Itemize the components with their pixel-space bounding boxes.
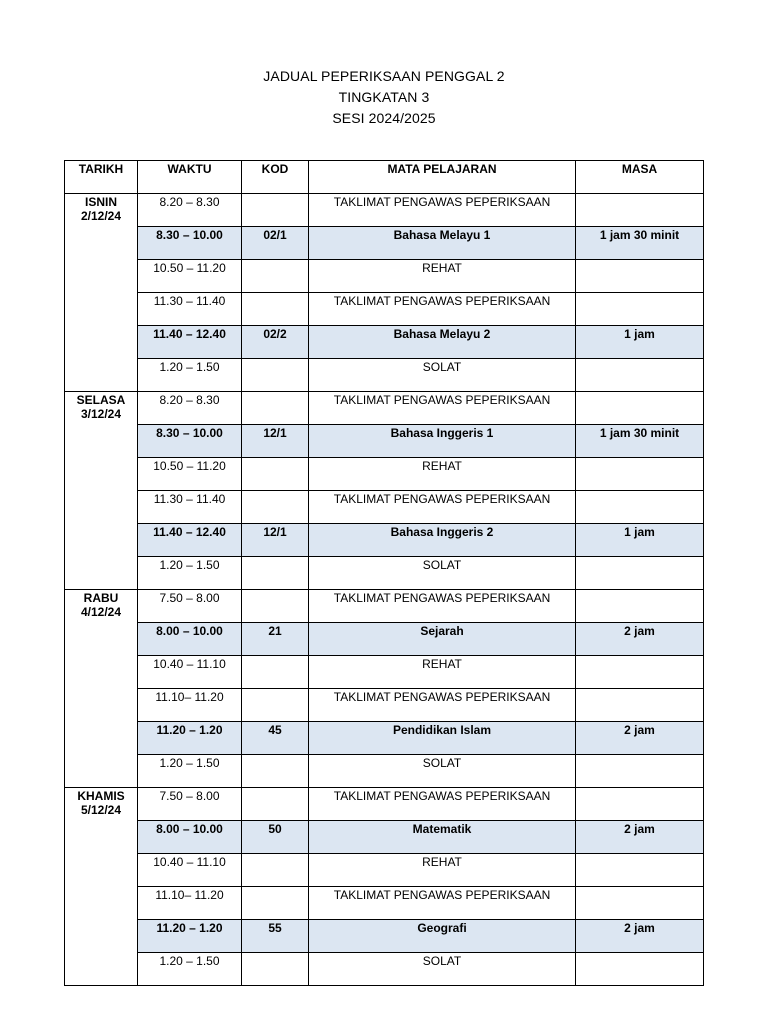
waktu-cell: 11.30 – 11.40 [138, 491, 242, 524]
table-row [65, 260, 704, 293]
kod-cell [242, 656, 309, 689]
waktu-cell: 8.30 – 10.00 [138, 425, 242, 458]
table-row [65, 623, 704, 656]
kod-cell [242, 689, 309, 722]
kod-cell [242, 590, 309, 623]
subject-cell: Sejarah [309, 623, 576, 656]
masa-cell: 2 jam [576, 920, 704, 953]
day-date: 2/12/24 [80, 209, 122, 223]
table-row [65, 854, 704, 887]
day-date: 4/12/24 [80, 605, 122, 619]
kod-cell [242, 953, 309, 986]
waktu-cell: 11.40 – 12.40 [138, 326, 242, 359]
title-line-1: JADUAL PEPERIKSAAN PENGGAL 2 [263, 68, 505, 84]
kod-cell: 02/2 [242, 326, 309, 359]
masa-cell: 2 jam [576, 821, 704, 854]
title-line-3: SESI 2024/2025 [332, 110, 436, 126]
waktu-cell: 10.50 – 11.20 [138, 260, 242, 293]
subject-cell: Bahasa Melayu 2 [309, 326, 576, 359]
waktu-cell: 8.00 – 10.00 [138, 623, 242, 656]
subject-cell: TAKLIMAT PENGAWAS PEPERIKSAAN [309, 788, 576, 821]
waktu-cell: 11.20 – 1.20 [138, 722, 242, 755]
subject-cell: Bahasa Inggeris 2 [309, 524, 576, 557]
table-row [65, 293, 704, 326]
table-row [65, 491, 704, 524]
waktu-cell: 11.40 – 12.40 [138, 524, 242, 557]
exam-schedule-table [64, 160, 704, 986]
waktu-cell: 10.40 – 11.10 [138, 656, 242, 689]
subject-cell: SOLAT [309, 359, 576, 392]
masa-cell [576, 359, 704, 392]
masa-cell [576, 854, 704, 887]
kod-cell [242, 260, 309, 293]
kod-cell: 12/1 [242, 524, 309, 557]
masa-cell: 2 jam [576, 722, 704, 755]
header-tarikh: TARIKH [65, 161, 138, 194]
subject-cell: REHAT [309, 854, 576, 887]
document-title [0, 66, 768, 129]
kod-cell [242, 887, 309, 920]
table-row [65, 821, 704, 854]
day-name: KHAMIS [77, 789, 125, 803]
subject-cell: TAKLIMAT PENGAWAS PEPERIKSAAN [309, 491, 576, 524]
table-row [65, 227, 704, 260]
subject-cell: Geografi [309, 920, 576, 953]
subject-cell: TAKLIMAT PENGAWAS PEPERIKSAAN [309, 293, 576, 326]
day-date: 3/12/24 [80, 407, 122, 421]
day-name: ISNIN [84, 195, 117, 209]
waktu-cell: 1.20 – 1.50 [138, 755, 242, 788]
kod-cell [242, 557, 309, 590]
kod-cell: 45 [242, 722, 309, 755]
waktu-cell: 8.30 – 10.00 [138, 227, 242, 260]
subject-cell: Pendidikan Islam [309, 722, 576, 755]
day-cell [65, 590, 138, 788]
masa-cell [576, 458, 704, 491]
table-row [65, 656, 704, 689]
masa-cell [576, 260, 704, 293]
table-row [65, 788, 704, 821]
title-line-2: TINGKATAN 3 [338, 89, 430, 105]
masa-cell [576, 392, 704, 425]
table-row [65, 392, 704, 425]
table-row [65, 953, 704, 986]
masa-cell [576, 557, 704, 590]
header-row [65, 161, 704, 194]
day-name: SELASA [76, 393, 126, 407]
waktu-cell: 1.20 – 1.50 [138, 557, 242, 590]
table-row [65, 887, 704, 920]
masa-cell [576, 788, 704, 821]
table-row [65, 689, 704, 722]
day-cell [65, 194, 138, 392]
kod-cell [242, 293, 309, 326]
kod-cell: 02/1 [242, 227, 309, 260]
table-row [65, 326, 704, 359]
waktu-cell: 1.20 – 1.50 [138, 953, 242, 986]
subject-cell: SOLAT [309, 953, 576, 986]
header-mata-pelajaran: MATA PELAJARAN [309, 161, 576, 194]
table-row [65, 722, 704, 755]
table-row [65, 590, 704, 623]
day-date: 5/12/24 [80, 803, 122, 817]
waktu-cell: 8.00 – 10.00 [138, 821, 242, 854]
table-row [65, 755, 704, 788]
subject-cell: SOLAT [309, 755, 576, 788]
header-masa: MASA [576, 161, 704, 194]
kod-cell [242, 491, 309, 524]
subject-cell: TAKLIMAT PENGAWAS PEPERIKSAAN [309, 392, 576, 425]
kod-cell: 55 [242, 920, 309, 953]
subject-cell: TAKLIMAT PENGAWAS PEPERIKSAAN [309, 689, 576, 722]
waktu-cell: 1.20 – 1.50 [138, 359, 242, 392]
table-row [65, 359, 704, 392]
table-row [65, 194, 704, 227]
waktu-cell: 11.10– 11.20 [138, 887, 242, 920]
kod-cell [242, 194, 309, 227]
table-row [65, 557, 704, 590]
subject-cell: REHAT [309, 458, 576, 491]
subject-cell: Bahasa Inggeris 1 [309, 425, 576, 458]
subject-cell: TAKLIMAT PENGAWAS PEPERIKSAAN [309, 887, 576, 920]
masa-cell: 1 jam 30 minit [576, 227, 704, 260]
subject-cell: REHAT [309, 260, 576, 293]
masa-cell [576, 590, 704, 623]
subject-cell: TAKLIMAT PENGAWAS PEPERIKSAAN [309, 194, 576, 227]
kod-cell [242, 392, 309, 425]
kod-cell [242, 359, 309, 392]
day-name: RABU [83, 591, 119, 605]
masa-cell: 1 jam [576, 524, 704, 557]
waktu-cell: 10.40 – 11.10 [138, 854, 242, 887]
day-cell [65, 788, 138, 986]
masa-cell [576, 293, 704, 326]
kod-cell [242, 458, 309, 491]
masa-cell: 2 jam [576, 623, 704, 656]
kod-cell [242, 755, 309, 788]
subject-cell: SOLAT [309, 557, 576, 590]
subject-cell: Bahasa Melayu 1 [309, 227, 576, 260]
waktu-cell: 11.10– 11.20 [138, 689, 242, 722]
waktu-cell: 11.20 – 1.20 [138, 920, 242, 953]
header-waktu: WAKTU [138, 161, 242, 194]
masa-cell [576, 755, 704, 788]
masa-cell [576, 689, 704, 722]
waktu-cell: 8.20 – 8.30 [138, 194, 242, 227]
waktu-cell: 10.50 – 11.20 [138, 458, 242, 491]
waktu-cell: 7.50 – 8.00 [138, 590, 242, 623]
waktu-cell: 8.20 – 8.30 [138, 392, 242, 425]
table-row [65, 425, 704, 458]
subject-cell: TAKLIMAT PENGAWAS PEPERIKSAAN [309, 590, 576, 623]
masa-cell: 1 jam 30 minit [576, 425, 704, 458]
subject-cell: REHAT [309, 656, 576, 689]
masa-cell [576, 491, 704, 524]
header-kod: KOD [242, 161, 309, 194]
kod-cell [242, 788, 309, 821]
table-row [65, 920, 704, 953]
waktu-cell: 11.30 – 11.40 [138, 293, 242, 326]
masa-cell: 1 jam [576, 326, 704, 359]
kod-cell: 50 [242, 821, 309, 854]
kod-cell [242, 854, 309, 887]
masa-cell [576, 656, 704, 689]
subject-cell: Matematik [309, 821, 576, 854]
masa-cell [576, 194, 704, 227]
masa-cell [576, 953, 704, 986]
kod-cell: 21 [242, 623, 309, 656]
table-row [65, 458, 704, 491]
day-cell [65, 392, 138, 590]
schedule-body [65, 194, 704, 986]
table-row [65, 524, 704, 557]
waktu-cell: 7.50 – 8.00 [138, 788, 242, 821]
masa-cell [576, 887, 704, 920]
kod-cell: 12/1 [242, 425, 309, 458]
